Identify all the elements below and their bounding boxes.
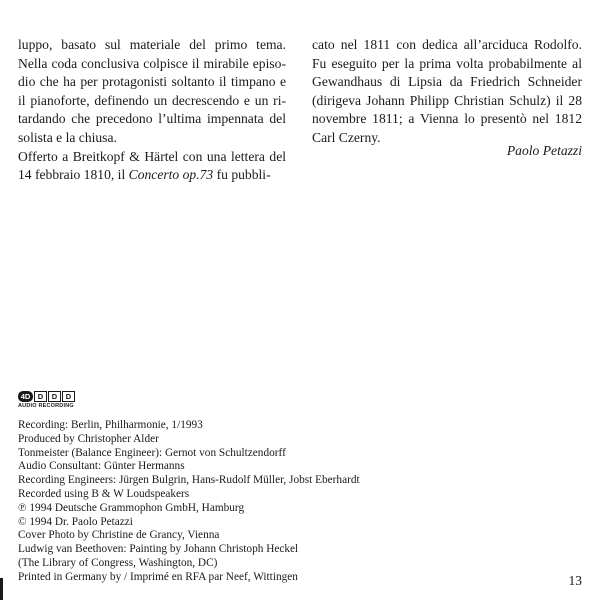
credit-line: (The Library of Congress, Washington, DC)	[18, 556, 218, 569]
credit-line: Recording Engineers: Jürgen Bulgrin, Hans-Rudolf Müller, Jobst Eberhardt	[18, 474, 360, 487]
logo-box: D	[62, 391, 75, 402]
essay-line: luppo, basato sul materiale del primo tema.	[18, 37, 286, 52]
logo-caption: AUDIO RECORDING	[18, 403, 74, 409]
logo-box: D	[34, 391, 47, 402]
credit-line: Tonmeister (Balance Engineer): Gernot von Schultzendorff	[18, 446, 286, 459]
essay-line: tardando che precedono l’ultima impennata del	[18, 111, 286, 127]
logo-boxes	[18, 391, 88, 402]
essay-line: Gewandhaus di Lipsia da Friedrich Schneider	[312, 74, 582, 90]
essay-line: Nella coda conclusiva colpisce il mirabile episo-	[18, 55, 286, 71]
essay-text: fu pubbli-	[213, 167, 271, 183]
essay-line: Offerto a Breitkopf & Härtel con una lettera del	[18, 148, 286, 164]
credit-line: Audio Consultant: Günter Hermanns	[18, 460, 185, 473]
page-edge-mark	[0, 578, 3, 600]
author-signature: Paolo Petazzi	[506, 143, 582, 158]
4d-ddd-audio-recording-logo	[18, 391, 88, 413]
essay-right-column	[312, 36, 582, 148]
work-title: Concerto op.73	[128, 167, 214, 183]
credit-line: Recorded using B & W Loudspeakers	[18, 487, 190, 500]
credit-line: Recording: Berlin, Philharmonie, 1/1993	[18, 419, 203, 431]
essay-left-column	[18, 36, 286, 185]
essay-line: Fu eseguito per la prima volta probabilmente al	[312, 55, 582, 71]
essay-line-with-title	[18, 166, 286, 185]
credit-line: Printed in Germany by / Imprimé en RFA par Neef, Wittingen	[18, 570, 298, 583]
essay-line: cato nel 1811 con dedica all’arciduca Rodolfo.	[312, 37, 582, 52]
page-number: 13	[568, 573, 582, 588]
recording-credits	[18, 419, 360, 585]
essay-line: solista e la chiusa.	[18, 129, 117, 145]
essay-line: il pianoforte, definendo un decrescendo e un ri-	[18, 92, 286, 108]
essay-line: Carl Czerny.	[312, 129, 381, 145]
essay-line: dio che ha per protagonisti soltanto il timpano e	[18, 74, 286, 90]
essay-line: (dirigeva Johann Philipp Christian Schulz) il 28	[312, 92, 582, 108]
credit-line: Produced by Christopher Alder	[18, 432, 159, 445]
credit-line: Cover Photo by Christine de Grancy, Vienna	[18, 529, 220, 542]
credit-line: ℗ 1994 Deutsche Grammophon GmbH, Hamburg	[18, 501, 245, 514]
logo-4d-badge: 4D	[18, 391, 33, 402]
logo-box: D	[48, 391, 61, 402]
essay-line: novembre 1811; a Vienna lo presentò nel 1812	[312, 111, 582, 127]
essay-text: 14 febbraio 1810, il	[18, 167, 129, 183]
credit-line: Ludwig van Beethoven: Painting by Johann Christoph Heckel	[18, 543, 299, 556]
credit-line: © 1994 Dr. Paolo Petazzi	[18, 515, 133, 528]
